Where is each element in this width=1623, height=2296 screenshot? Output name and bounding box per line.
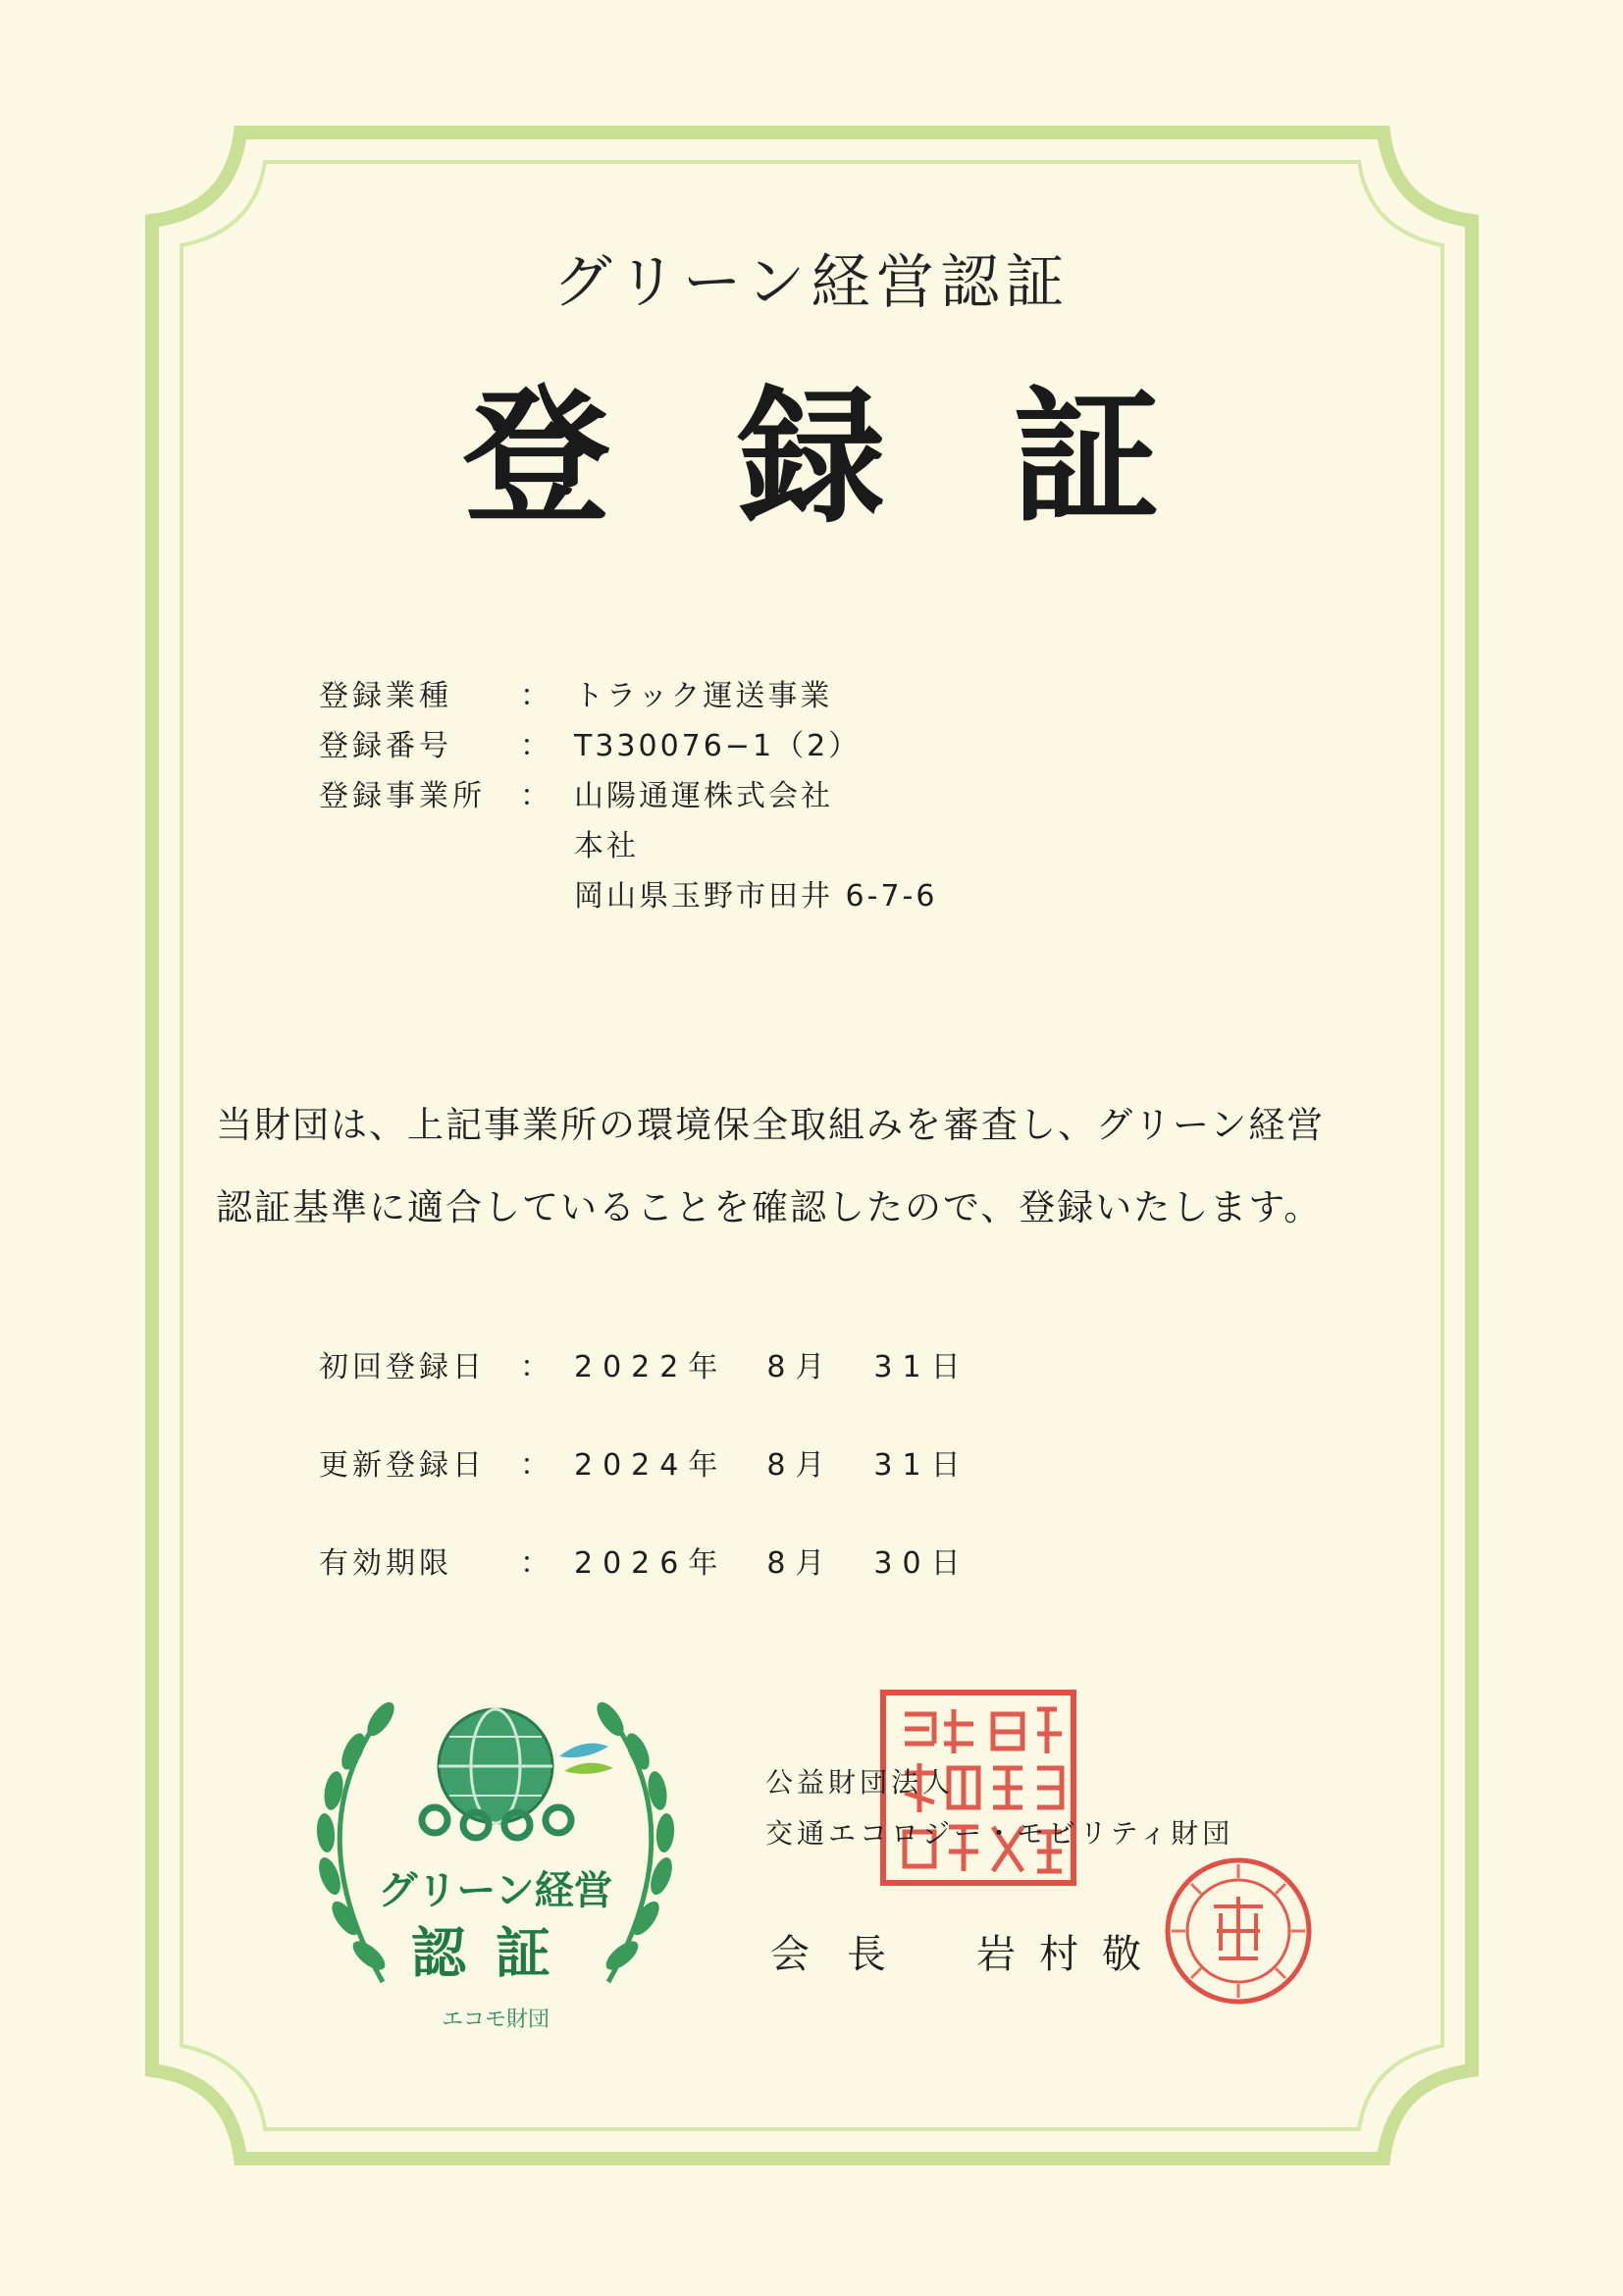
registration-info	[319, 667, 937, 917]
signatory	[770, 1923, 1165, 1979]
office-company: 山陽通運株式会社	[574, 778, 833, 813]
issuer-block	[765, 1761, 1233, 1863]
initial-date-row	[319, 1315, 970, 1413]
signatory-role: 会長	[770, 1932, 923, 1977]
issuer-org-name: 交通エコロジー・モビリティ財団	[765, 1817, 1234, 1850]
certificate-subtitle: グリーン経営認証	[552, 248, 1071, 317]
separator: ：	[520, 728, 550, 763]
registration-type-row	[319, 667, 937, 717]
separator: ：	[520, 1448, 550, 1483]
registration-type-label: 登録業種	[319, 678, 452, 713]
office-branch-row	[319, 817, 937, 867]
renewal-date-label: 更新登録日	[319, 1448, 486, 1483]
registration-number-row	[319, 717, 937, 767]
certificate-title: 登録証	[462, 373, 1287, 544]
office-address-row	[319, 867, 937, 917]
statement-line-1: 当財団は、上記事業所の環境保全取組みを審査し、グリーン経営	[216, 1104, 1326, 1146]
renewal-date-row	[319, 1413, 970, 1511]
green-management-logo	[275, 1658, 716, 2051]
expiry-date-value: 2026年 8月 30日	[574, 1546, 970, 1581]
signatory-name: 岩村敬	[976, 1932, 1165, 1977]
expiry-date-row	[319, 1511, 970, 1609]
separator: ：	[520, 1546, 550, 1581]
registration-office-row	[319, 767, 937, 817]
office-branch: 本社	[574, 828, 639, 863]
certification-statement	[216, 1084, 1433, 1249]
red-round-seal-icon	[1160, 1852, 1317, 2009]
initial-date-value: 2022年 8月 31日	[574, 1350, 970, 1384]
logo-line-1: グリーン経営	[378, 1868, 613, 1913]
registration-type-value: トラック運送事業	[574, 678, 833, 713]
renewal-date-value: 2024年 8月 31日	[574, 1448, 970, 1483]
logo-line-2: 認証	[411, 1921, 580, 1986]
registration-dates	[319, 1315, 970, 1609]
issuer-org-type: 公益財団法人	[765, 1766, 955, 1799]
office-address: 岡山県玉野市田井 6-7-6	[574, 878, 938, 913]
registration-office-label: 登録事業所	[319, 778, 486, 813]
initial-date-label: 初回登録日	[319, 1350, 486, 1384]
logo-org: エコモ財団	[441, 2008, 550, 2032]
separator: ：	[520, 678, 550, 713]
separator: ：	[520, 778, 550, 813]
statement-line-2: 認証基準に適合していることを確認したので、登録いたします。	[216, 1186, 1323, 1228]
expiry-date-label: 有効期限	[319, 1546, 452, 1581]
registration-number-label: 登録番号	[319, 728, 452, 763]
registration-number-value: T330076−1（2）	[574, 728, 862, 763]
separator: ：	[520, 1350, 550, 1384]
